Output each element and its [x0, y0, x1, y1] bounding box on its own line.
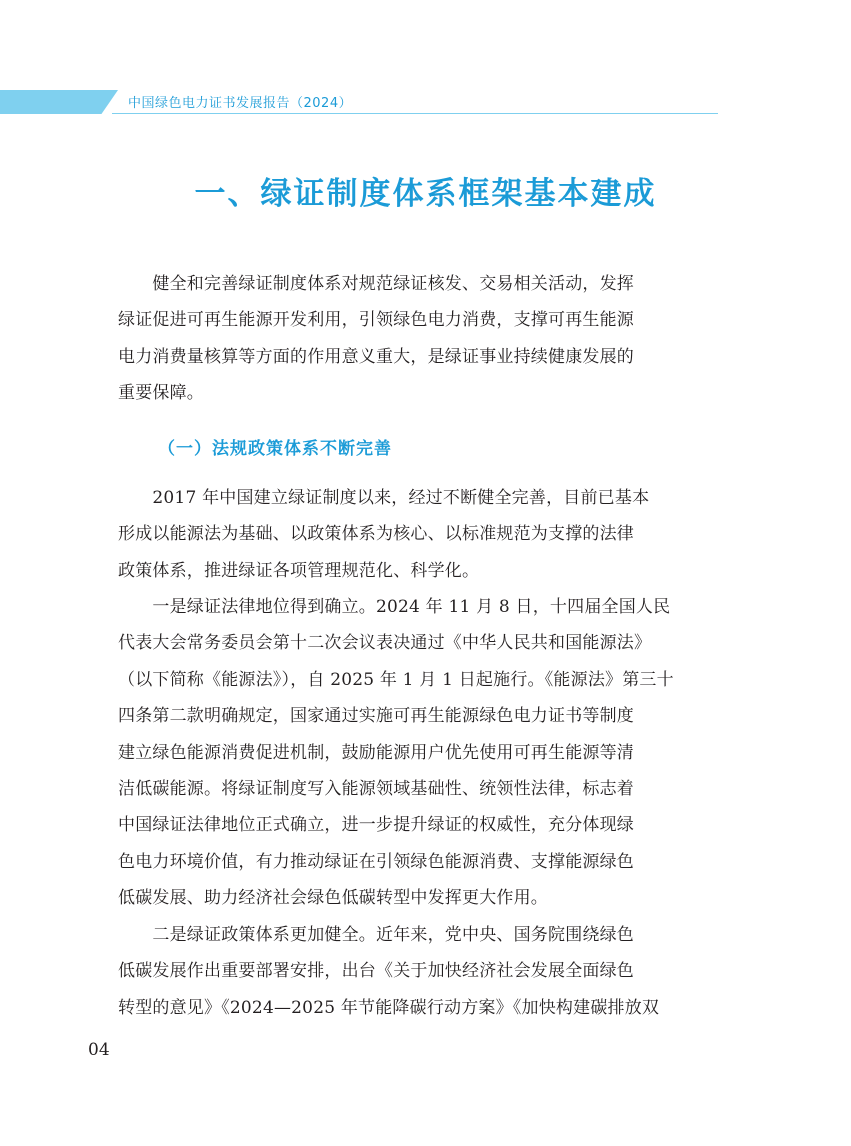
header-accent-bar: [0, 90, 118, 114]
paragraph-line: 色电力环境价值，有力推动绿证在引领绿色能源消费、支撑能源绿色: [118, 851, 634, 872]
paragraph-line: 转型的意见》《2024—2025 年节能降碳行动方案》《加快构建碳排放双: [118, 997, 660, 1018]
page-title: 一、绿证制度体系框架基本建成: [194, 176, 657, 212]
page-number: 04: [88, 1040, 110, 1060]
paragraph-line: 代表大会常务委员会第十二次会议表决通过《中华人民共和国能源法》: [118, 633, 652, 654]
intro-line: 电力消费量核算等方面的作用意义重大，是绿证事业持续健康发展的: [118, 346, 634, 367]
paragraph-line: 二是绿证政策体系更加健全。近年来，党中央、国务院围绕绿色: [118, 925, 634, 945]
paragraph-line: 一是绿证法律地位得到确立。2024 年 11 月 8 日，十四届全国人民: [118, 597, 671, 617]
paragraph-line: （以下简称《能源法》），自 2025 年 1 月 1 日起施行。《能源法》第三十: [118, 669, 674, 690]
paragraph-line: 四条第二款明确规定，国家通过实施可再生能源绿色电力证书等制度: [118, 706, 634, 727]
paragraph-line: 低碳发展作出重要部署安排，出台《关于加快经济社会发展全面绿色: [118, 961, 634, 982]
header-divider: [112, 113, 718, 114]
paragraph-line: 2017 年中国建立绿证制度以来，经过不断健全完善，目前已基本: [118, 488, 650, 508]
intro-line: 健全和完善绿证制度体系对规范绿证核发、交易相关活动，发挥: [118, 274, 634, 294]
paragraph-line: 低碳发展、助力经济社会绿色低碳转型中发挥更大作用。: [118, 888, 548, 909]
paragraph-line: 政策体系，推进绿证各项管理规范化、科学化。: [118, 560, 480, 581]
paragraph-line: 形成以能源法为基础、以政策体系为核心、以标准规范为支撑的法律: [118, 524, 634, 545]
running-header-title: 中国绿色电力证书发展报告（2024）: [128, 96, 353, 111]
body-paragraph-1: [118, 480, 724, 589]
intro-line: 绿证促进可再生能源开发利用，引领绿色电力消费，支撑可再生能源: [118, 310, 634, 331]
body-paragraph-2: [118, 589, 724, 917]
intro-paragraph: [118, 266, 724, 412]
paragraph-line: 建立绿色能源消费促进机制，鼓励能源用户优先使用可再生能源等清: [118, 742, 634, 763]
intro-line: 重要保障。: [118, 383, 204, 404]
paragraph-line: 洁低碳能源。将绿证制度写入能源领域基础性、统领性法律，标志着: [118, 778, 634, 799]
body-paragraph-3: [118, 917, 724, 1026]
section-heading: （一）法规政策体系不断完善: [158, 439, 392, 459]
paragraph-line: 中国绿证法律地位正式确立，进一步提升绿证的权威性，充分体现绿: [118, 815, 634, 836]
